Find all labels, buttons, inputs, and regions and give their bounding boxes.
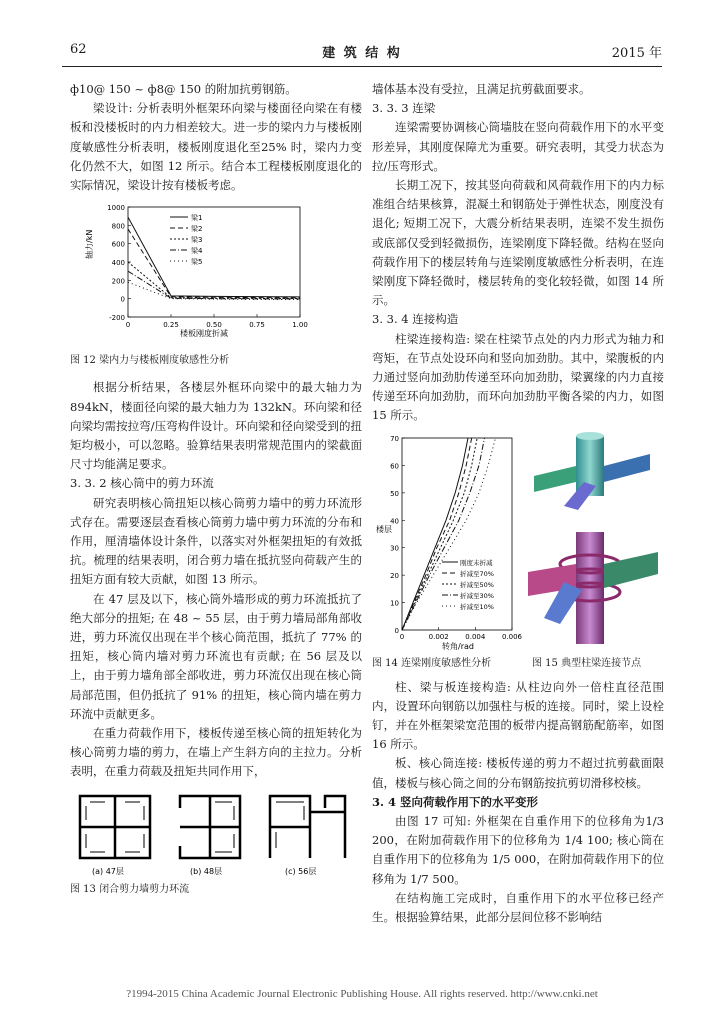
fig14-series-line bbox=[402, 438, 468, 630]
fig14-ytick-label: 30 bbox=[390, 544, 399, 553]
header-rule bbox=[62, 66, 662, 67]
section-3-3-4: 3. 3. 4 连接构造 bbox=[372, 312, 459, 327]
fig13-c-plan bbox=[270, 796, 345, 858]
left-para-5: 在重力荷载作用下，楼板传递至核心筒的扭矩转化为核心筒剪力墙的剪力，在墙上产生斜方向的主拉力。分析表明，在重力荷载及扭矩共同作用下， bbox=[70, 726, 362, 779]
figure-13 bbox=[70, 788, 362, 880]
right-para-4: 柱、梁与板连接构造: 从柱边向外一倍柱直径范围内，设置环向钢筋以加强柱与板的连接。同时，梁上设栓钉，并在外框架梁宽范围的板带内提高钢筋配筋率，如图 16 所示。 bbox=[372, 679, 664, 752]
fig15-beam-upper-right bbox=[604, 454, 650, 482]
fig12-legend-label: 梁1 bbox=[191, 214, 203, 223]
fig13-sub-c: (c) 56层 bbox=[285, 866, 317, 876]
fig14-15-captions bbox=[372, 654, 664, 672]
fig12-ytick-label: 1000 bbox=[107, 204, 125, 213]
journal-title: 建 筑 结 构 bbox=[322, 46, 402, 61]
fig12-series-line bbox=[128, 262, 300, 298]
fig12-legend-label: 梁2 bbox=[191, 225, 203, 234]
copyright-footer: ?1994-2015 China Academic Journal Electronic Publishing House. All rights reserved. http://www.cnki.net bbox=[126, 988, 598, 1000]
fig14-chart bbox=[372, 432, 523, 652]
section-3-3-3: 3. 3. 3 连梁 bbox=[372, 101, 436, 116]
fig14-ytick-label: 40 bbox=[390, 516, 399, 525]
fig12-series-line bbox=[128, 217, 300, 297]
fig15-caption: 图 15 典型柱梁连接节点 bbox=[532, 657, 642, 669]
right-para-3: 柱梁连接构造: 梁在柱梁节点处的内力形式为轴力和弯矩，在节点处设环向和竖向加劲肋。其中，梁腹板的内力通过竖向加劲肋传递至环向加劲肋，梁翼缘的内力直接传递至环向加劲肋，而环向加劲肋平衡各梁的内力，如图 15 所示。 bbox=[372, 331, 664, 423]
fig14-xtick-label: 0 bbox=[399, 632, 405, 641]
section-3-3-2: 3. 3. 2 核心筒中的剪力环流 bbox=[70, 476, 214, 491]
fig12-series-line bbox=[128, 271, 300, 299]
page-number: 62 bbox=[70, 42, 87, 57]
fig13-c-arrows bbox=[276, 802, 304, 848]
fig14-xlabel: 转角/rad bbox=[442, 641, 474, 651]
figure-12 bbox=[70, 199, 362, 351]
section-3-4: 3. 4 竖向荷载作用下的水平变形 bbox=[372, 794, 539, 809]
figures-14-15 bbox=[372, 432, 664, 654]
fig12-xtick-label: 0 bbox=[125, 321, 131, 330]
fig12-ytick-label: -200 bbox=[109, 314, 125, 323]
right-para-7: 在结构施工完成时，自重作用下的水平位移已经产生。根据验算结果，此部分层间位移不影响结 bbox=[372, 890, 664, 925]
fig13-sub-b: (b) 48层 bbox=[190, 866, 223, 876]
right-column bbox=[372, 80, 664, 927]
fig12-ytick-label: 600 bbox=[111, 240, 125, 249]
fig14-ylabel: 楼层 bbox=[376, 524, 392, 534]
fig15-beam-upper-left bbox=[534, 466, 576, 492]
fig12-xtick-label: 1.00 bbox=[292, 321, 308, 330]
fig14-xtick-label: 0.004 bbox=[465, 632, 486, 641]
left-para-1: 梁设计: 分析表明外框架环向梁与楼面径向梁在有楼板和没楼板时的内力相差较大。进一步的梁内力与楼板刚度敏感性分析表明，楼板刚度退化至25% 时，梁内力变化仍然不大，如图 12 所示。结合本工程楼板刚度退化的实际情况，梁设计按有楼板考虑。 bbox=[70, 101, 362, 193]
fig13-b-plan bbox=[180, 796, 240, 858]
fig14-xtick-label: 0.006 bbox=[501, 632, 523, 641]
fig12-xlabel: 楼板刚度折减 bbox=[180, 329, 228, 339]
fig14-ytick-label: 60 bbox=[390, 462, 399, 471]
fig14-legend-label: 折减至50% bbox=[460, 580, 494, 589]
right-para-1: 连梁需要协调核心筒墙肢在竖向荷载作用下的水平变形差异，其刚度保障尤为重要。研究表明，其受力状态为拉/压弯形式。 bbox=[372, 120, 664, 173]
fig13-caption: 图 13 闭合剪力墙剪力环流 bbox=[70, 883, 190, 895]
fig14-ytick-label: 70 bbox=[390, 434, 399, 443]
left-para-2: 根据分析结果，各楼层外框环向梁中的最大轴力为 894kN，楼面径向梁的最大轴力为 132kN。环向梁和径向梁均需按拉弯/压弯构件设计。环向梁和径向梁受到的扭矩均极小，可以忽略。验算结果表明常规范围内的梁截面尺寸均能满足要求。 bbox=[70, 380, 362, 472]
fig14-legend-label: 刚度未折减 bbox=[460, 558, 493, 567]
fig14-ytick-label: 20 bbox=[390, 571, 399, 580]
fig14-ytick-label: 50 bbox=[390, 489, 399, 498]
journal-year: 2015 年 bbox=[611, 46, 662, 61]
fig12-xtick-label: 0.25 bbox=[163, 321, 179, 330]
fig12-legend-label: 梁3 bbox=[191, 236, 203, 245]
fig15-node-diagram bbox=[524, 432, 664, 652]
fig14-legend-label: 折减至10% bbox=[460, 602, 494, 611]
fig13-a-plan bbox=[80, 796, 150, 858]
fig13-diagram bbox=[70, 788, 362, 880]
fig12-ytick-label: 200 bbox=[111, 277, 125, 286]
fig12-legend-label: 梁4 bbox=[191, 247, 203, 256]
fig12-xtick-label: 0.75 bbox=[249, 321, 265, 330]
left-para-3: 研究表明核心筒扭矩以核心筒剪力墙中的剪力环流形式存在。需要逐层查看核心筒剪力墙中剪力环流的分布和作用，厘清墙体设计条件，以落实对外框架扭矩的有效抵抗。梳理的结果表明，闭合剪力墙在抵抗竖向荷载产生的扭矩方面有较大贡献，如图 13 所示。 bbox=[70, 495, 362, 587]
fig14-xtick-label: 0.002 bbox=[428, 632, 449, 641]
fig12-frame bbox=[128, 207, 300, 317]
fig12-ylabel: 轴力/kN bbox=[85, 229, 94, 260]
fig14-frame bbox=[402, 438, 512, 630]
fig13-sub-a: (a) 47层 bbox=[92, 866, 124, 876]
fig12-legend-label: 梁5 bbox=[191, 258, 203, 267]
fig12-xtick-label: 0.50 bbox=[206, 321, 222, 330]
fig12-ytick-label: 800 bbox=[111, 222, 125, 231]
fig14-caption: 图 14 连梁刚度敏感性分析 bbox=[372, 657, 492, 669]
right-para-5: 板、核心筒连接: 楼板传递的剪力不超过抗剪截面限值，楼板与核心筒之间的分布钢筋按抗剪切滑移校核。 bbox=[372, 756, 664, 790]
fig12-caption: 图 12 梁内力与楼板刚度敏感性分析 bbox=[70, 355, 230, 367]
right-para-2: 长期工况下，按其竖向荷载和风荷载作用下的内力标准组合结果核算，混凝土和钢筋处于弹性状态，刚度没有退化; 短期工况下，大震分析结果表明，连梁不发生损伤或底部仅受到轻微损伤，连梁刚度下降轻微。结构在竖向荷载作用下的楼层转角与连梁刚度敏感性分析表明，在连梁刚度下降轻微时，楼层转角的变化较轻微，如图 14 所示。 bbox=[372, 178, 664, 308]
left-para-4: 在 47 层及以下，核心筒外墙形成的剪力环流抵抗了绝大部分的扭矩; 在 48 ~ 55 层，由于剪力墙局部角部收进，剪力环流仅出现在半个核心筒范围，抵抗了 77% 的扭矩，核心筒内墙对剪力环流也有贡献; 在 56 层及以上，由于剪力墙角部全部收进，剪力环流仅出现在核心筒局部范围，但仍抵抗了 91% 的扭矩，核心筒内墙在剪力环流中贡献更多。 bbox=[70, 591, 362, 721]
fig14-ytick-label: 10 bbox=[390, 599, 399, 608]
fig14-series-line bbox=[402, 438, 472, 630]
fig14-legend-label: 折减至70% bbox=[460, 569, 494, 578]
fig12-chart bbox=[70, 199, 362, 339]
left-column bbox=[70, 80, 362, 899]
right-para-6: 由图 17 可知: 外框架在自重作用下的位移角为1/3 200，在附加荷载作用下的位移角为 1/4 100; 核心筒在自重作用下的位移角为 1/5 000，在附加荷载作用下的位移角为 1/7 500。 bbox=[372, 814, 664, 886]
fig12-ytick-label: 400 bbox=[111, 259, 125, 268]
fig12-ytick-label: 0 bbox=[120, 295, 125, 304]
left-para-0: ф10@ 150 ~ ф8@ 150 的附加抗剪钢筋。 bbox=[70, 82, 297, 96]
fig14-legend-label: 折减至30% bbox=[460, 591, 494, 600]
right-para-0: 墙体基本没有受拉，且满足抗剪截面要求。 bbox=[372, 82, 591, 96]
fig14-ytick-label: 0 bbox=[394, 626, 399, 635]
